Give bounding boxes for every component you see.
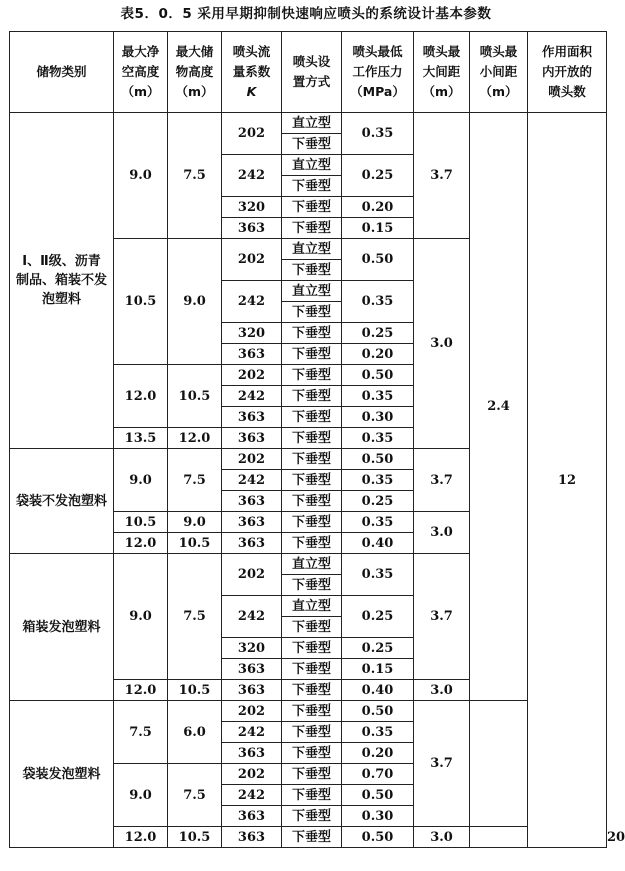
min-spacing-blank-cell <box>470 827 528 848</box>
max-spacing-cell: 3.7 <box>414 449 470 512</box>
storage-height-cell: 10.5 <box>168 365 222 428</box>
k-factor-cell: 202 <box>222 239 282 281</box>
clear-height-cell: 12.0 <box>114 365 168 428</box>
storage-height-cell: 10.5 <box>168 680 222 701</box>
mounting-cell: 下垂型 <box>282 764 342 785</box>
k-factor-cell: 202 <box>222 701 282 722</box>
storage-height-cell: 12.0 <box>168 428 222 449</box>
max-spacing-cell: 3.0 <box>414 680 470 701</box>
mounting-cell: 下垂型 <box>282 302 342 323</box>
pressure-cell: 0.20 <box>342 743 414 764</box>
pressure-cell: 0.70 <box>342 764 414 785</box>
mounting-cell: 直立型 <box>282 239 342 260</box>
mounting-cell: 下垂型 <box>282 470 342 491</box>
header-clear-height: 最大净 空高度 （m） <box>114 32 168 113</box>
storage-height-cell: 10.5 <box>168 827 222 848</box>
k-factor-cell: 363 <box>222 659 282 680</box>
storage-height-cell: 7.5 <box>168 764 222 827</box>
k-factor-cell: 363 <box>222 827 282 848</box>
max-spacing-cell: 3.0 <box>414 512 470 554</box>
pressure-cell: 0.35 <box>342 428 414 449</box>
open-count-cell: 12 <box>528 113 607 848</box>
mounting-cell: 下垂型 <box>282 512 342 533</box>
category-cell: 袋装发泡塑料 <box>10 701 114 848</box>
pressure-cell: 0.30 <box>342 407 414 428</box>
k-factor-cell: 242 <box>222 470 282 491</box>
pressure-cell: 0.25 <box>342 596 414 638</box>
k-factor-cell: 242 <box>222 281 282 323</box>
k-factor-cell: 242 <box>222 722 282 743</box>
min-spacing-cell: 2.4 <box>470 113 528 701</box>
storage-height-cell: 7.5 <box>168 113 222 239</box>
pressure-cell: 0.40 <box>342 680 414 701</box>
storage-height-cell: 9.0 <box>168 239 222 365</box>
k-factor-cell: 202 <box>222 113 282 155</box>
k-factor-cell: 320 <box>222 323 282 344</box>
mounting-cell: 下垂型 <box>282 701 342 722</box>
mounting-cell: 下垂型 <box>282 491 342 512</box>
clear-height-cell: 9.0 <box>114 764 168 827</box>
pressure-cell: 0.25 <box>342 491 414 512</box>
mounting-cell: 下垂型 <box>282 176 342 197</box>
max-spacing-cell: 3.0 <box>414 827 470 848</box>
k-factor-cell: 242 <box>222 155 282 197</box>
mounting-cell: 下垂型 <box>282 197 342 218</box>
header-pressure: 喷头最低 工作压力 （MPa） <box>342 32 414 113</box>
mounting-cell: 下垂型 <box>282 806 342 827</box>
pressure-cell: 0.35 <box>342 722 414 743</box>
clear-height-cell: 10.5 <box>114 512 168 533</box>
k-factor-cell: 320 <box>222 197 282 218</box>
clear-height-cell: 12.0 <box>114 680 168 701</box>
max-spacing-cell: 3.0 <box>414 239 470 449</box>
table-row <box>10 113 607 134</box>
pressure-cell: 0.20 <box>342 344 414 365</box>
table-row: 12.0 10.5 363 下垂型 0.50 3.0 20 <box>10 827 607 848</box>
storage-height-cell: 6.0 <box>168 701 222 764</box>
mounting-cell: 下垂型 <box>282 659 342 680</box>
pressure-cell: 0.35 <box>342 554 414 596</box>
mounting-cell: 下垂型 <box>282 575 342 596</box>
mounting-cell: 下垂型 <box>282 827 342 848</box>
pressure-cell: 0.20 <box>342 197 414 218</box>
pressure-cell: 0.40 <box>342 533 414 554</box>
k-factor-cell: 363 <box>222 428 282 449</box>
mounting-cell: 下垂型 <box>282 743 342 764</box>
mounting-cell: 下垂型 <box>282 449 342 470</box>
storage-height-cell: 7.5 <box>168 554 222 680</box>
pressure-cell: 0.50 <box>342 449 414 470</box>
mounting-cell: 下垂型 <box>282 722 342 743</box>
header-k-factor: 喷头流 量系数 K <box>222 32 282 113</box>
mounting-cell: 下垂型 <box>282 365 342 386</box>
storage-height-cell: 10.5 <box>168 533 222 554</box>
clear-height-cell: 9.0 <box>114 449 168 512</box>
mounting-cell: 直立型 <box>282 113 342 134</box>
mounting-cell: 下垂型 <box>282 134 342 155</box>
k-factor-cell: 363 <box>222 218 282 239</box>
pressure-cell: 0.30 <box>342 806 414 827</box>
k-factor-cell: 242 <box>222 785 282 806</box>
mounting-cell: 下垂型 <box>282 407 342 428</box>
k-factor-cell: 202 <box>222 449 282 470</box>
mounting-cell: 下垂型 <box>282 218 342 239</box>
k-factor-cell: 363 <box>222 743 282 764</box>
max-spacing-cell: 3.7 <box>414 701 470 827</box>
k-factor-cell: 202 <box>222 554 282 596</box>
design-parameter-table <box>9 31 625 848</box>
pressure-cell: 0.25 <box>342 323 414 344</box>
pressure-cell: 0.15 <box>342 218 414 239</box>
mounting-cell: 直立型 <box>282 155 342 176</box>
table-title: 表5．0．5 采用早期抑制快速响应喷头的系统设计基本参数 <box>120 6 492 22</box>
pressure-cell: 0.50 <box>342 827 414 848</box>
k-factor-cell: 242 <box>222 386 282 407</box>
mounting-cell: 下垂型 <box>282 428 342 449</box>
clear-height-cell: 10.5 <box>114 239 168 365</box>
k-factor-cell: 363 <box>222 491 282 512</box>
category-cell: Ⅰ、Ⅱ级、沥青制品、箱装不发泡塑料 <box>10 113 114 449</box>
clear-height-cell: 9.0 <box>114 113 168 239</box>
mounting-cell: 下垂型 <box>282 638 342 659</box>
table-row <box>10 701 607 722</box>
pressure-cell: 0.35 <box>342 386 414 407</box>
clear-height-cell: 9.0 <box>114 554 168 680</box>
pressure-cell: 0.35 <box>342 470 414 491</box>
clear-height-cell: 12.0 <box>114 827 168 848</box>
pressure-cell: 0.25 <box>342 155 414 197</box>
mounting-cell: 下垂型 <box>282 344 342 365</box>
mounting-cell: 下垂型 <box>282 785 342 806</box>
pressure-cell: 0.35 <box>342 281 414 323</box>
mounting-cell: 下垂型 <box>282 617 342 638</box>
pressure-cell: 0.50 <box>342 785 414 806</box>
header-mounting: 喷头设 置方式 <box>282 32 342 113</box>
mounting-cell: 下垂型 <box>282 680 342 701</box>
category-cell: 箱装发泡塑料 <box>10 554 114 701</box>
k-factor-cell: 363 <box>222 806 282 827</box>
k-factor-cell: 363 <box>222 344 282 365</box>
k-factor-cell: 242 <box>222 596 282 638</box>
pressure-cell: 0.50 <box>342 365 414 386</box>
clear-height-cell: 7.5 <box>114 701 168 764</box>
k-factor-cell: 363 <box>222 512 282 533</box>
mounting-cell: 下垂型 <box>282 323 342 344</box>
header-open-count: 作用面积 内开放的 喷头数 <box>528 32 607 113</box>
mounting-cell: 下垂型 <box>282 260 342 281</box>
k-factor-cell: 363 <box>222 680 282 701</box>
header-row <box>10 32 607 113</box>
k-factor-cell: 363 <box>222 407 282 428</box>
header-max-spacing: 喷头最 大间距 （m） <box>414 32 470 113</box>
header-category: 储物类别 <box>10 32 114 113</box>
pressure-cell: 0.35 <box>342 512 414 533</box>
header-storage-height: 最大储 物高度 （m） <box>168 32 222 113</box>
mounting-cell: 下垂型 <box>282 533 342 554</box>
storage-height-cell: 7.5 <box>168 449 222 512</box>
header-min-spacing: 喷头最 小间距 （m） <box>470 32 528 113</box>
pressure-cell: 0.25 <box>342 638 414 659</box>
mounting-cell: 下垂型 <box>282 386 342 407</box>
category-cell: 袋装不发泡塑料 <box>10 449 114 554</box>
k-factor-cell: 320 <box>222 638 282 659</box>
pressure-cell: 0.35 <box>342 113 414 155</box>
clear-height-cell: 13.5 <box>114 428 168 449</box>
pressure-cell: 0.50 <box>342 701 414 722</box>
mounting-cell: 直立型 <box>282 281 342 302</box>
mounting-cell: 直立型 <box>282 554 342 575</box>
pressure-cell: 0.15 <box>342 659 414 680</box>
k-factor-cell: 202 <box>222 764 282 785</box>
k-factor-cell: 202 <box>222 365 282 386</box>
pressure-cell: 0.50 <box>342 239 414 281</box>
storage-height-cell: 9.0 <box>168 512 222 533</box>
clear-height-cell: 12.0 <box>114 533 168 554</box>
max-spacing-cell: 3.7 <box>414 113 470 239</box>
max-spacing-cell: 3.7 <box>414 554 470 680</box>
mounting-cell: 直立型 <box>282 596 342 617</box>
k-factor-cell: 363 <box>222 533 282 554</box>
